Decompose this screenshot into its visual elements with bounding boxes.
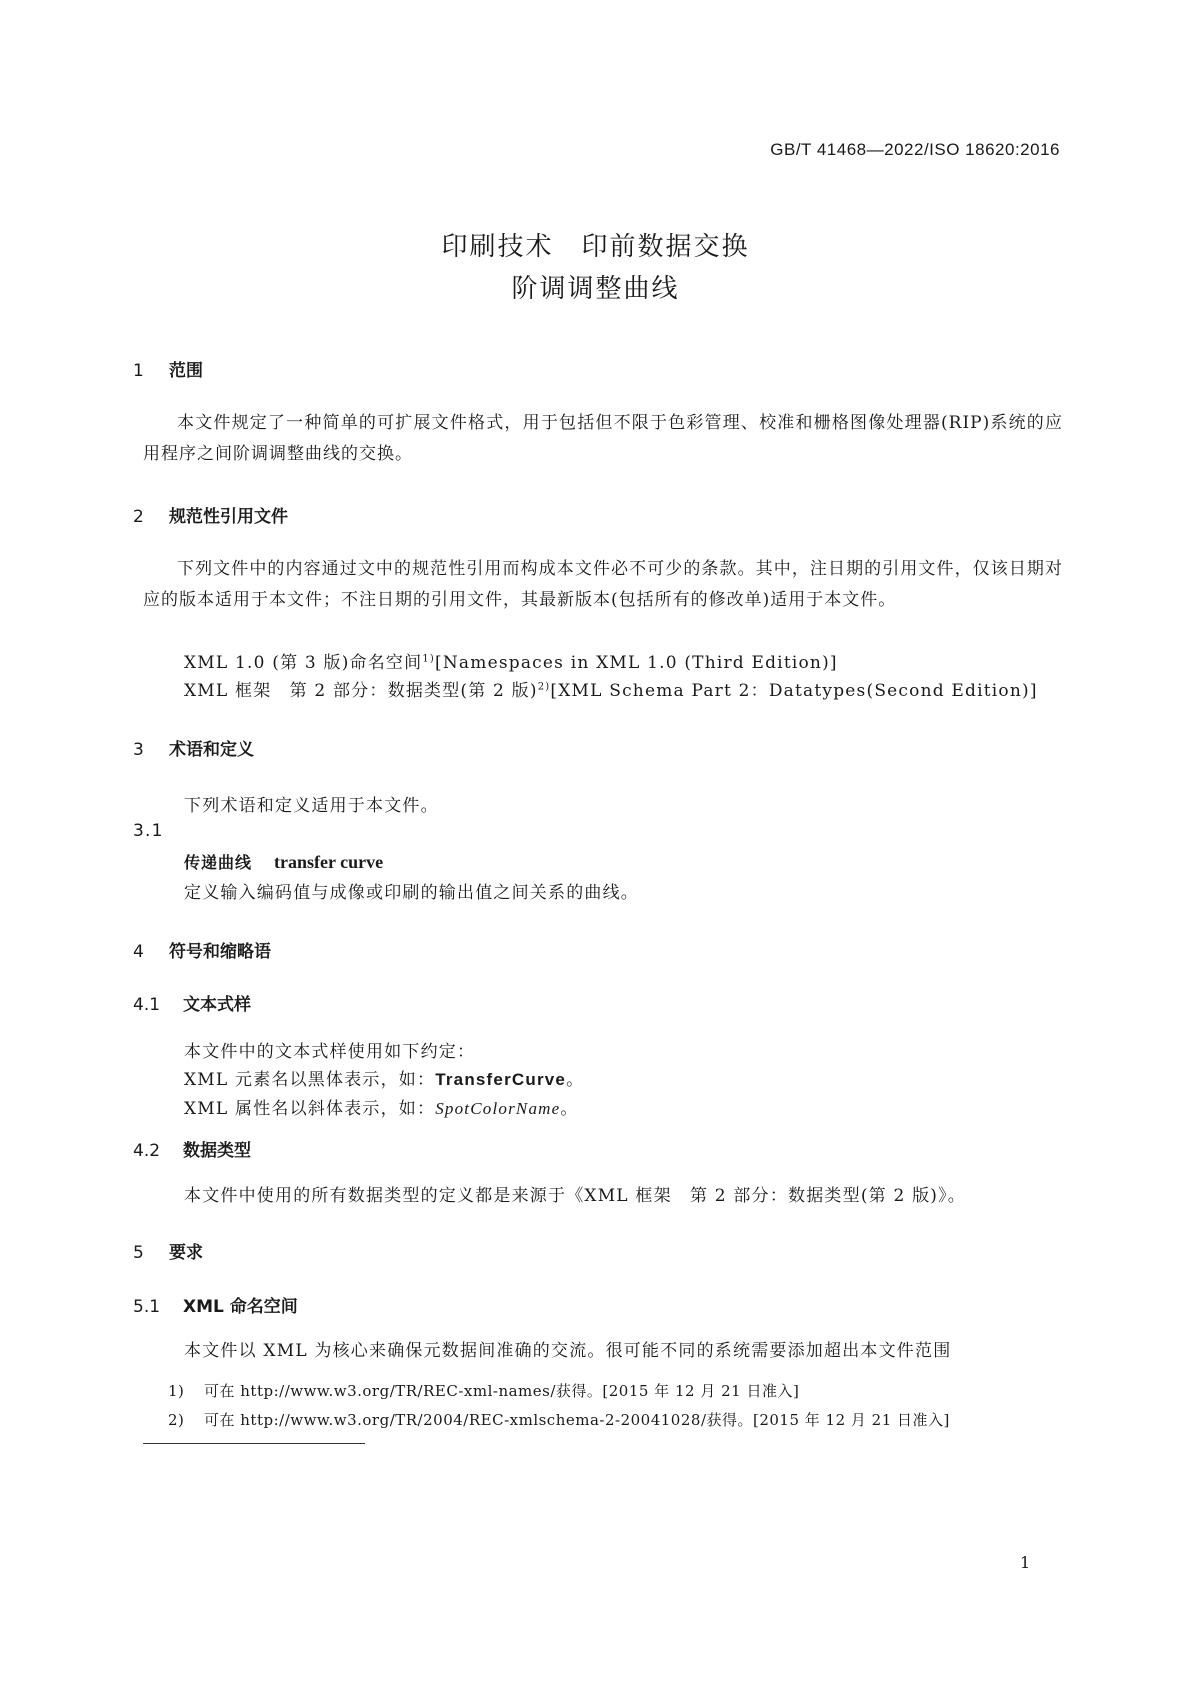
section-number: 3 (133, 740, 144, 760)
footnote-number: 1) (168, 1382, 185, 1400)
element-example: TransferCurve (435, 1070, 567, 1089)
term-english: transfer curve (274, 852, 384, 872)
section-title: 要求 (169, 1243, 203, 1263)
term-chinese: 传递曲线 (184, 853, 253, 872)
attribute-example: SpotColorName (435, 1099, 561, 1118)
standard-number: GB/T 41468—2022/ISO 18620:2016 (770, 140, 1060, 159)
section-2-heading (133, 502, 288, 527)
footnote-text: 可在 http://www.w3.org/TR/2004/REC-xmlschema-2-20041028/获得。[2015 年 12 月 21 日准入] (204, 1411, 950, 1429)
page-number: 1 (1020, 1553, 1031, 1572)
subsection-number: 4.1 (133, 995, 161, 1015)
section-number: 5 (133, 1243, 144, 1263)
section-title: 符号和缩略语 (169, 942, 271, 962)
normative-reference-1 (184, 648, 838, 673)
document-title-line1: 印刷技术 印前数据交换 (441, 232, 750, 262)
section-5-heading (133, 1238, 203, 1263)
section-3-intro: 下列术语和定义适用于本文件。 (184, 796, 439, 816)
normative-reference-2 (184, 676, 1038, 701)
section-3-heading (133, 735, 254, 760)
rule-suffix: 。 (566, 1070, 585, 1090)
subsection-number: 5.1 (133, 1297, 161, 1317)
reference-english: [XML Schema Part 2：Datatypes(Second Edition)] (550, 681, 1038, 701)
data-types-text: 本文件中使用的所有数据类型的定义都是来源于《XML 框架 第 2 部分：数据类型(第 2 版)》。 (184, 1186, 967, 1206)
xml-namespace-text: 本文件以 XML 为核心来确保元数据间准确的交流。很可能不同的系统需要添加超出本文件范围 (184, 1341, 952, 1361)
section-1-heading (133, 356, 203, 381)
rule-text: XML 元素名以黑体表示，如： (184, 1070, 436, 1090)
subsection-title: 文本式样 (183, 995, 251, 1015)
rule-text: XML 属性名以斜体表示，如： (184, 1099, 436, 1119)
footnote-2 (168, 1409, 950, 1430)
subsection-5-1-heading (133, 1292, 298, 1317)
text-style-intro: 本文件中的文本式样使用如下约定： (184, 1042, 476, 1062)
term-number: 3.1 (133, 821, 164, 841)
footnote-separator (143, 1443, 365, 1444)
reference-title: XML 1.0 (第 3 版)命名空间 (184, 653, 423, 673)
section-4-heading (133, 937, 271, 962)
rule-suffix: 。 (560, 1099, 579, 1119)
reference-title: XML 框架 第 2 部分：数据类型(第 2 版) (184, 681, 538, 701)
term-entry (184, 850, 383, 873)
section-number: 2 (133, 507, 144, 527)
document-title-line2: 阶调调整曲线 (511, 274, 680, 304)
subsection-number: 4.2 (133, 1141, 161, 1161)
section-title: 规范性引用文件 (169, 507, 288, 527)
footnote-marker: 2) (537, 681, 551, 693)
subsection-title: 数据类型 (183, 1141, 251, 1161)
section-title: 术语和定义 (169, 740, 254, 760)
section-title: 范围 (169, 361, 203, 381)
footnote-marker: 1) (422, 653, 436, 665)
section-number: 4 (133, 942, 144, 962)
section-number: 1 (133, 361, 144, 381)
subsection-4-1-heading (133, 990, 251, 1015)
section-2-paragraph: 下列文件中的内容通过文中的规范性引用而构成本文件必不可少的条款。其中，注日期的引用文件，仅该日期对应的版本适用于本文件；不注日期的引用文件，其最新版本(包括所有的修改单)适用于本文件。 (143, 559, 1063, 610)
section-1-paragraph: 本文件规定了一种简单的可扩展文件格式，用于包括但不限于色彩管理、校准和栅格图像处理器(RIP)系统的应用程序之间阶调调整曲线的交换。 (143, 413, 1063, 464)
subsection-title: XML 命名空间 (183, 1297, 298, 1317)
footnote-text: 可在 http://www.w3.org/TR/REC-xml-names/获得。[2015 年 12 月 21 日准入] (204, 1382, 800, 1400)
text-style-element-rule (184, 1065, 584, 1090)
footnote-1 (168, 1380, 799, 1401)
term-definition: 定义输入编码值与成像或印刷的输出值之间关系的曲线。 (184, 883, 639, 903)
text-style-attribute-rule (184, 1094, 579, 1119)
footnote-number: 2) (168, 1411, 185, 1429)
subsection-4-2-heading (133, 1136, 251, 1161)
reference-english: [Namespaces in XML 1.0 (Third Edition)] (435, 653, 838, 673)
